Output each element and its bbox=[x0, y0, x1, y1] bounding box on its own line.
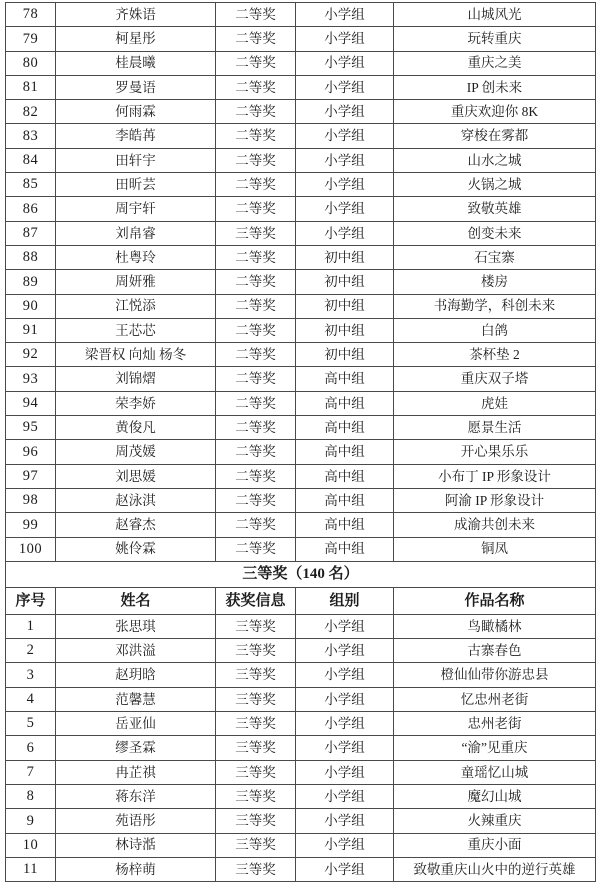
cell-no: 2 bbox=[6, 639, 56, 663]
cell-name: 荣李娇 bbox=[56, 391, 216, 415]
cell-no: 95 bbox=[6, 416, 56, 440]
table-row bbox=[6, 75, 596, 99]
cell-award: 二等奖 bbox=[216, 416, 296, 440]
cell-work: 愿景生活 bbox=[394, 416, 596, 440]
cell-name: 蒋东洋 bbox=[56, 784, 216, 808]
cell-group: 高中组 bbox=[296, 391, 394, 415]
cell-group: 小学组 bbox=[296, 857, 394, 881]
cell-name: 何雨霖 bbox=[56, 100, 216, 124]
cell-no: 87 bbox=[6, 221, 56, 245]
cell-no: 85 bbox=[6, 173, 56, 197]
cell-name: 李皓苒 bbox=[56, 124, 216, 148]
cell-name: 缪圣霖 bbox=[56, 736, 216, 760]
cell-name: 黄俊凡 bbox=[56, 416, 216, 440]
cell-award: 三等奖 bbox=[216, 857, 296, 881]
cell-group: 小学组 bbox=[296, 75, 394, 99]
cell-work: IP 创未来 bbox=[394, 75, 596, 99]
cell-award: 二等奖 bbox=[216, 294, 296, 318]
cell-work: 重庆欢迎你 8K bbox=[394, 100, 596, 124]
table-row bbox=[6, 614, 596, 638]
cell-award: 二等奖 bbox=[216, 75, 296, 99]
cell-group: 小学组 bbox=[296, 3, 394, 27]
cell-no: 82 bbox=[6, 100, 56, 124]
cell-work: 重庆双子塔 bbox=[394, 367, 596, 391]
cell-work: 致敬英雄 bbox=[394, 197, 596, 221]
cell-no: 10 bbox=[6, 833, 56, 857]
section-title: 三等奖（140 名） bbox=[6, 561, 596, 587]
table-row bbox=[6, 343, 596, 367]
cell-no: 89 bbox=[6, 270, 56, 294]
cell-work: 忠州老街 bbox=[394, 712, 596, 736]
table-row bbox=[6, 173, 596, 197]
cell-work: 穿梭在雾都 bbox=[394, 124, 596, 148]
cell-work: 虎娃 bbox=[394, 391, 596, 415]
cell-work: 重庆之美 bbox=[394, 51, 596, 75]
cell-no: 88 bbox=[6, 245, 56, 269]
cell-work: 忆忠州老街 bbox=[394, 687, 596, 711]
cell-work: 楼房 bbox=[394, 270, 596, 294]
cell-group: 小学组 bbox=[296, 124, 394, 148]
cell-name: 江悦添 bbox=[56, 294, 216, 318]
third-prize-section bbox=[6, 561, 596, 614]
table-row bbox=[6, 270, 596, 294]
cell-name: 邓洪溢 bbox=[56, 639, 216, 663]
table-row bbox=[6, 687, 596, 711]
cell-group: 高中组 bbox=[296, 464, 394, 488]
cell-award: 二等奖 bbox=[216, 245, 296, 269]
cell-group: 小学组 bbox=[296, 712, 394, 736]
cell-no: 98 bbox=[6, 488, 56, 512]
cell-name: 刘思媛 bbox=[56, 464, 216, 488]
cell-award: 二等奖 bbox=[216, 537, 296, 561]
cell-name: 杜粤玲 bbox=[56, 245, 216, 269]
table-row bbox=[6, 712, 596, 736]
cell-award: 二等奖 bbox=[216, 148, 296, 172]
cell-award: 三等奖 bbox=[216, 614, 296, 638]
cell-no: 94 bbox=[6, 391, 56, 415]
cell-award: 三等奖 bbox=[216, 712, 296, 736]
cell-group: 小学组 bbox=[296, 784, 394, 808]
cell-award: 三等奖 bbox=[216, 687, 296, 711]
cell-group: 初中组 bbox=[296, 245, 394, 269]
cell-name: 范馨慧 bbox=[56, 687, 216, 711]
cell-no: 6 bbox=[6, 736, 56, 760]
cell-no: 1 bbox=[6, 614, 56, 638]
table-row bbox=[6, 488, 596, 512]
table-row bbox=[6, 639, 596, 663]
cell-no: 93 bbox=[6, 367, 56, 391]
table-row bbox=[6, 391, 596, 415]
cell-group: 小学组 bbox=[296, 663, 394, 687]
col-header-no: 序号 bbox=[6, 587, 56, 614]
table-row bbox=[6, 784, 596, 808]
cell-award: 三等奖 bbox=[216, 760, 296, 784]
cell-name: 苑语彤 bbox=[56, 809, 216, 833]
cell-group: 小学组 bbox=[296, 833, 394, 857]
cell-award: 三等奖 bbox=[216, 736, 296, 760]
cell-work: 小布丁 IP 形象设计 bbox=[394, 464, 596, 488]
cell-award: 三等奖 bbox=[216, 809, 296, 833]
cell-no: 96 bbox=[6, 440, 56, 464]
cell-no: 11 bbox=[6, 857, 56, 881]
cell-group: 小学组 bbox=[296, 736, 394, 760]
cell-award: 二等奖 bbox=[216, 27, 296, 51]
cell-work: 山城风光 bbox=[394, 3, 596, 27]
cell-name: 张思琪 bbox=[56, 614, 216, 638]
cell-group: 高中组 bbox=[296, 488, 394, 512]
cell-award: 二等奖 bbox=[216, 173, 296, 197]
cell-work: 古寨春色 bbox=[394, 639, 596, 663]
cell-work: 橙仙仙带你游忠县 bbox=[394, 663, 596, 687]
cell-group: 小学组 bbox=[296, 639, 394, 663]
cell-group: 小学组 bbox=[296, 687, 394, 711]
cell-award: 二等奖 bbox=[216, 440, 296, 464]
table-row bbox=[6, 221, 596, 245]
cell-award: 三等奖 bbox=[216, 663, 296, 687]
cell-work: 茶杯垫 2 bbox=[394, 343, 596, 367]
cell-no: 81 bbox=[6, 75, 56, 99]
cell-name: 刘帛睿 bbox=[56, 221, 216, 245]
cell-no: 7 bbox=[6, 760, 56, 784]
cell-work: 致敬重庆山火中的逆行英雄 bbox=[394, 857, 596, 881]
cell-group: 小学组 bbox=[296, 197, 394, 221]
cell-award: 二等奖 bbox=[216, 124, 296, 148]
table-row bbox=[6, 27, 596, 51]
cell-work: 火辣重庆 bbox=[394, 809, 596, 833]
table-row bbox=[6, 440, 596, 464]
third-prize-rows bbox=[6, 614, 596, 881]
cell-group: 小学组 bbox=[296, 221, 394, 245]
table-row bbox=[6, 100, 596, 124]
cell-name: 岳亚仙 bbox=[56, 712, 216, 736]
cell-name: 赵泳淇 bbox=[56, 488, 216, 512]
cell-name: 田轩宇 bbox=[56, 148, 216, 172]
table-row bbox=[6, 760, 596, 784]
cell-name: 周妍雅 bbox=[56, 270, 216, 294]
cell-award: 二等奖 bbox=[216, 513, 296, 537]
cell-no: 92 bbox=[6, 343, 56, 367]
col-header-group: 组别 bbox=[296, 587, 394, 614]
table-row bbox=[6, 124, 596, 148]
cell-no: 79 bbox=[6, 27, 56, 51]
cell-name: 梁晋权 向灿 杨冬 bbox=[56, 343, 216, 367]
cell-name: 赵玥晗 bbox=[56, 663, 216, 687]
col-header-name: 姓名 bbox=[56, 587, 216, 614]
cell-no: 99 bbox=[6, 513, 56, 537]
table-row bbox=[6, 148, 596, 172]
cell-award: 二等奖 bbox=[216, 3, 296, 27]
award-table bbox=[5, 2, 596, 882]
cell-award: 二等奖 bbox=[216, 197, 296, 221]
table-row bbox=[6, 245, 596, 269]
cell-work: 创变未来 bbox=[394, 221, 596, 245]
second-prize-rows bbox=[6, 3, 596, 562]
cell-group: 初中组 bbox=[296, 343, 394, 367]
cell-group: 高中组 bbox=[296, 537, 394, 561]
cell-no: 8 bbox=[6, 784, 56, 808]
table-row bbox=[6, 367, 596, 391]
cell-group: 小学组 bbox=[296, 27, 394, 51]
cell-work: 重庆小面 bbox=[394, 833, 596, 857]
table-row bbox=[6, 3, 596, 27]
table-row bbox=[6, 663, 596, 687]
cell-no: 97 bbox=[6, 464, 56, 488]
table-row bbox=[6, 857, 596, 881]
cell-group: 小学组 bbox=[296, 173, 394, 197]
cell-award: 三等奖 bbox=[216, 833, 296, 857]
cell-name: 刘锦熠 bbox=[56, 367, 216, 391]
cell-name: 桂晨曦 bbox=[56, 51, 216, 75]
cell-award: 三等奖 bbox=[216, 221, 296, 245]
cell-award: 二等奖 bbox=[216, 100, 296, 124]
cell-no: 5 bbox=[6, 712, 56, 736]
cell-group: 小学组 bbox=[296, 51, 394, 75]
cell-group: 高中组 bbox=[296, 440, 394, 464]
table-row bbox=[6, 537, 596, 561]
cell-work: 魔幻山城 bbox=[394, 784, 596, 808]
cell-group: 小学组 bbox=[296, 100, 394, 124]
cell-name: 周茂媛 bbox=[56, 440, 216, 464]
table-row bbox=[6, 51, 596, 75]
cell-name: 柯星彤 bbox=[56, 27, 216, 51]
cell-group: 初中组 bbox=[296, 318, 394, 342]
cell-group: 小学组 bbox=[296, 148, 394, 172]
cell-work: 玩转重庆 bbox=[394, 27, 596, 51]
cell-name: 齐姝语 bbox=[56, 3, 216, 27]
cell-name: 王芯芯 bbox=[56, 318, 216, 342]
cell-no: 3 bbox=[6, 663, 56, 687]
cell-group: 小学组 bbox=[296, 760, 394, 784]
cell-no: 84 bbox=[6, 148, 56, 172]
table-row bbox=[6, 318, 596, 342]
cell-no: 86 bbox=[6, 197, 56, 221]
cell-work: 石宝寨 bbox=[394, 245, 596, 269]
table-row bbox=[6, 513, 596, 537]
cell-award: 二等奖 bbox=[216, 318, 296, 342]
cell-award: 二等奖 bbox=[216, 270, 296, 294]
cell-name: 赵睿杰 bbox=[56, 513, 216, 537]
table-row bbox=[6, 416, 596, 440]
cell-work: 阿渝 IP 形象设计 bbox=[394, 488, 596, 512]
cell-group: 小学组 bbox=[296, 614, 394, 638]
table-row bbox=[6, 464, 596, 488]
table-row bbox=[6, 736, 596, 760]
cell-work: 开心果乐乐 bbox=[394, 440, 596, 464]
column-header-row bbox=[6, 587, 596, 614]
cell-no: 83 bbox=[6, 124, 56, 148]
table-row bbox=[6, 294, 596, 318]
col-header-work: 作品名称 bbox=[394, 587, 596, 614]
cell-group: 初中组 bbox=[296, 270, 394, 294]
table-row bbox=[6, 833, 596, 857]
cell-name: 田昕芸 bbox=[56, 173, 216, 197]
cell-no: 9 bbox=[6, 809, 56, 833]
cell-award: 二等奖 bbox=[216, 464, 296, 488]
cell-name: 罗曼语 bbox=[56, 75, 216, 99]
cell-no: 91 bbox=[6, 318, 56, 342]
cell-name: 姚伶霖 bbox=[56, 537, 216, 561]
cell-work: 山水之城 bbox=[394, 148, 596, 172]
cell-work: 火锅之城 bbox=[394, 173, 596, 197]
cell-name: 林诗湉 bbox=[56, 833, 216, 857]
cell-group: 高中组 bbox=[296, 513, 394, 537]
cell-award: 三等奖 bbox=[216, 784, 296, 808]
cell-work: 白鸽 bbox=[394, 318, 596, 342]
cell-no: 100 bbox=[6, 537, 56, 561]
cell-work: 书海勤学，科创未来 bbox=[394, 294, 596, 318]
cell-no: 90 bbox=[6, 294, 56, 318]
cell-group: 高中组 bbox=[296, 367, 394, 391]
cell-group: 初中组 bbox=[296, 294, 394, 318]
section-header-row bbox=[6, 561, 596, 587]
cell-award: 三等奖 bbox=[216, 639, 296, 663]
cell-name: 周宇轩 bbox=[56, 197, 216, 221]
cell-award: 二等奖 bbox=[216, 343, 296, 367]
cell-work: 成渝共创未来 bbox=[394, 513, 596, 537]
cell-no: 78 bbox=[6, 3, 56, 27]
cell-award: 二等奖 bbox=[216, 391, 296, 415]
cell-work: 鸟瞰橘林 bbox=[394, 614, 596, 638]
cell-award: 二等奖 bbox=[216, 367, 296, 391]
cell-no: 80 bbox=[6, 51, 56, 75]
cell-award: 二等奖 bbox=[216, 488, 296, 512]
cell-work: 童瑶忆山城 bbox=[394, 760, 596, 784]
col-header-award: 获奖信息 bbox=[216, 587, 296, 614]
table-row bbox=[6, 197, 596, 221]
cell-award: 二等奖 bbox=[216, 51, 296, 75]
cell-name: 杨梓萌 bbox=[56, 857, 216, 881]
cell-work: 铜凤 bbox=[394, 537, 596, 561]
cell-group: 小学组 bbox=[296, 809, 394, 833]
cell-work: “渝”见重庆 bbox=[394, 736, 596, 760]
cell-group: 高中组 bbox=[296, 416, 394, 440]
cell-name: 冉芷祺 bbox=[56, 760, 216, 784]
table-row bbox=[6, 809, 596, 833]
cell-no: 4 bbox=[6, 687, 56, 711]
